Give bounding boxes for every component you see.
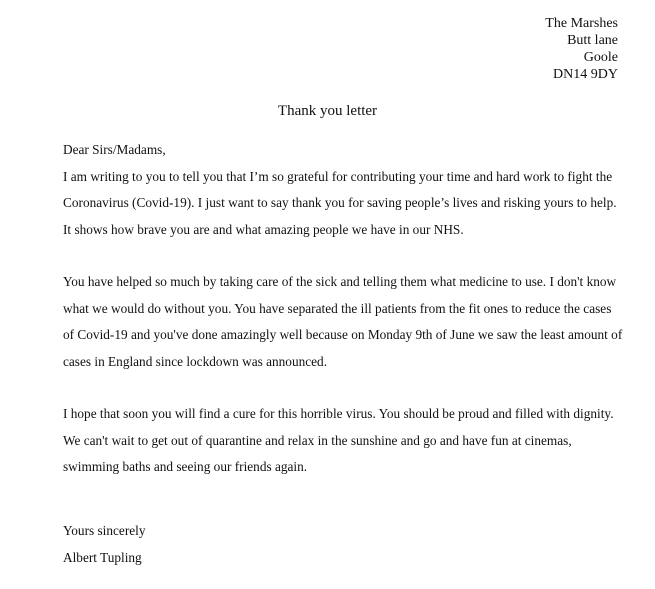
letter-title: Thank you letter xyxy=(277,103,378,119)
address-line-3: Goole xyxy=(583,50,618,65)
letter-body xyxy=(63,137,623,481)
signature: Albert Tupling xyxy=(63,549,142,565)
closing: Yours sincerely xyxy=(63,523,146,538)
paragraph-1: I am writing to you to tell you that I’m so grateful for contributing your time and hard work to fight the Coronavirus (Covid-19). I just want to say thank you for saving people’s lives and risking yours to help. It shows how brave you are and what amazing people we have in our NHS. xyxy=(63,168,617,237)
address-line-2: Butt lane xyxy=(567,33,618,48)
address-postcode: DN14 9DY xyxy=(553,67,618,82)
sign-off xyxy=(63,518,146,571)
sender-address xyxy=(545,15,618,83)
paragraph-3: I hope that soon you will find a cure for this horrible virus. You should be proud and filled with dignity. We can't wait to get out of quarantine and relax in the sunshine and go and have fun at cinemas, swimming baths and seeing our friends again. xyxy=(63,406,614,474)
address-line-1: The Marshes xyxy=(545,16,618,31)
salutation: Dear Sirs/Madams, xyxy=(63,142,166,157)
paragraph-2: You have helped so much by taking care of the sick and telling them what medicine to use. I don't know what we would do without you. You have separated the ill patients from the fit ones to reduce the cases of Covid-19 and you've done amazingly well because on Monday 9th of June we saw the least amount of cases in England since lockdown was announced. xyxy=(63,274,623,369)
